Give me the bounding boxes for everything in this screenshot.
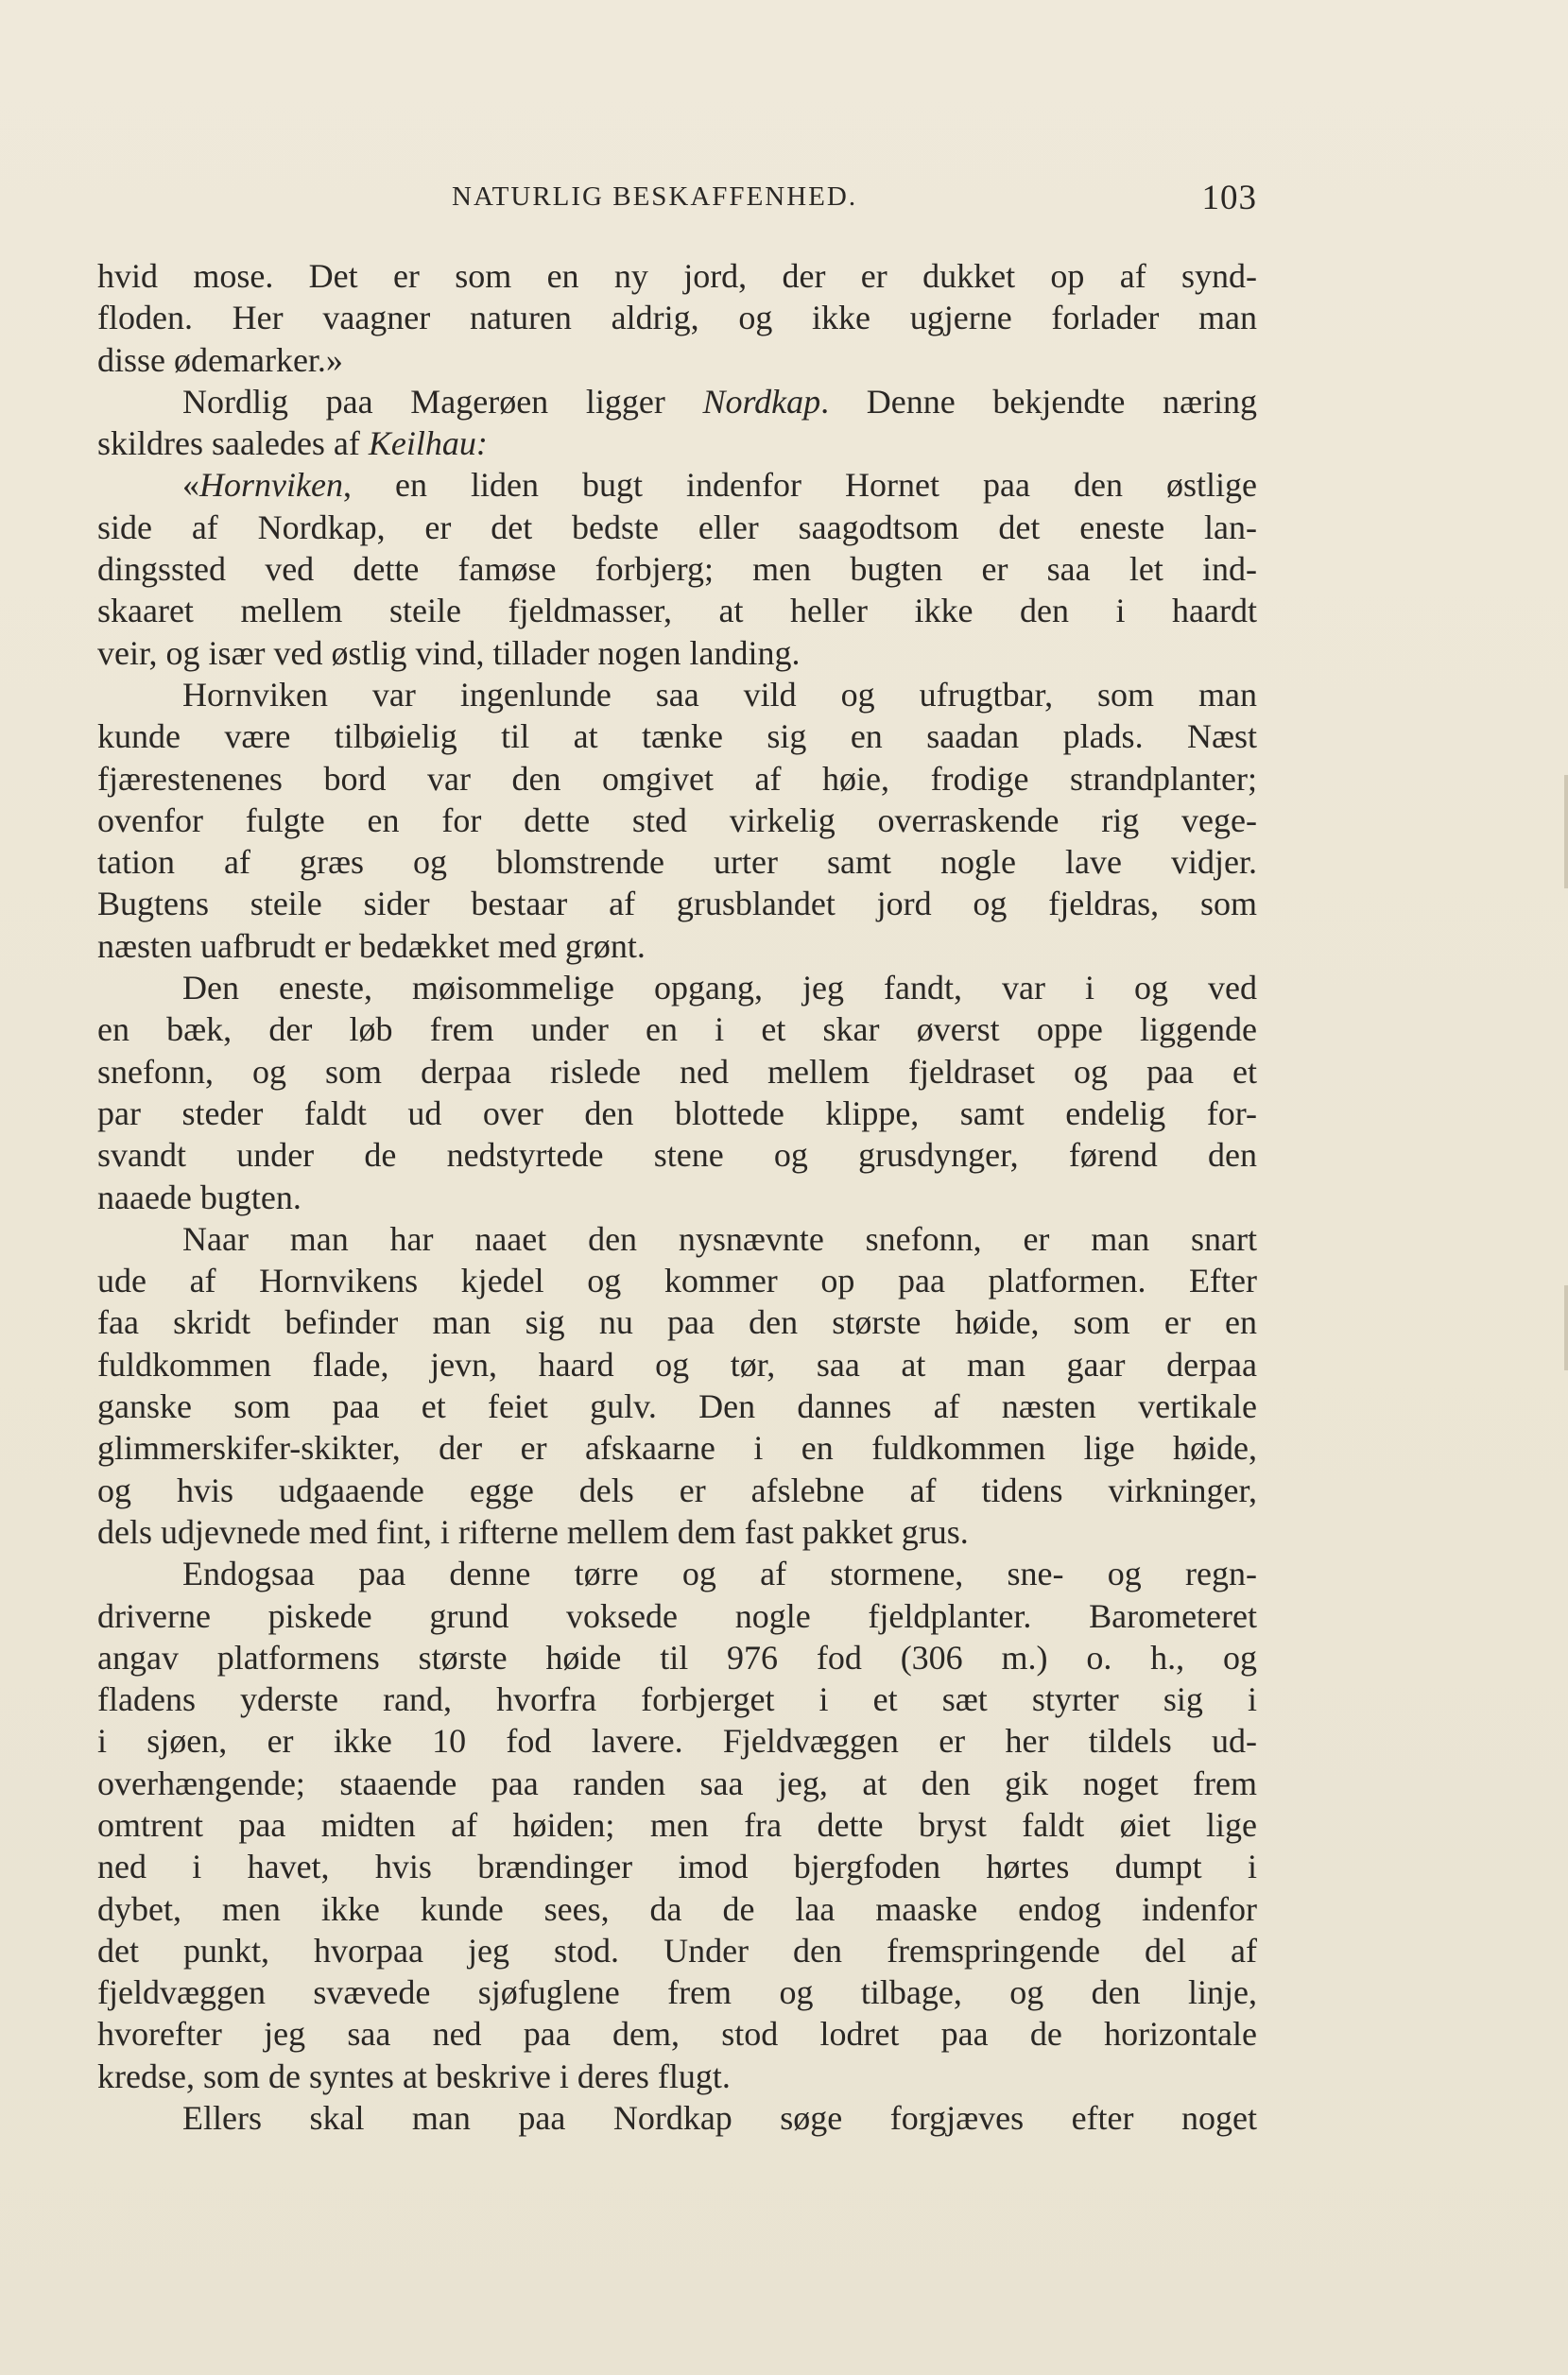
text-segment: Bugtens steile sider bestaar af grusblandet jord og fjeldras, som	[97, 885, 1257, 923]
text-line	[97, 1720, 1257, 1762]
text-line	[97, 1971, 1257, 2013]
page-edge-mark	[1564, 775, 1568, 888]
text-segment: snefonn, og som derpaa rislede ned mellem fjeldraset og paa et	[97, 1052, 1257, 1091]
text-line	[97, 841, 1257, 883]
text-line	[97, 548, 1257, 590]
text-line	[97, 1511, 1257, 1553]
text-line	[97, 925, 1257, 967]
text-segment: i sjøen, er ikke 10 fod lavere. Fjeldvæggen er her tildels ud-	[97, 1722, 1257, 1761]
text-line	[97, 2097, 1257, 2139]
text-segment: skaaret mellem steile fjeldmasser, at heller ikke den i haardt	[97, 592, 1257, 630]
text-segment: . Denne bekjendte næring	[820, 382, 1257, 421]
text-line	[97, 1470, 1257, 1511]
text-line	[97, 2056, 1257, 2097]
text-segment: ned i havet, hvis brændinger imod bjergfoden hørtes dumpt i	[97, 1848, 1257, 1886]
text-line	[97, 1637, 1257, 1678]
text-line	[97, 632, 1257, 674]
text-segment: det punkt, hvorpaa jeg stod. Under den fremspringende del af	[97, 1931, 1257, 1970]
text-segment: dingssted ved dette famøse forbjerg; men bugten er saa let ind-	[97, 550, 1257, 589]
text-segment: fuldkommen flade, jevn, haard og tør, saa at man gaar derpaa	[97, 1345, 1257, 1384]
text-line	[97, 1344, 1257, 1385]
text-segment: ude af Hornvikens kjedel og kommer op paa platformen. Efter	[97, 1262, 1257, 1300]
text-segment: hvorefter jeg saa ned paa dem, stod lodret paa de horizontale	[97, 2015, 1257, 2054]
text-line	[97, 255, 1257, 297]
body-text	[97, 255, 1257, 2139]
text-segment: veir, og især ved østlig vind, tillader nogen landing.	[97, 633, 801, 672]
text-line	[97, 1301, 1257, 1343]
text-segment: kredse, som de syntes at beskrive i deres flugt.	[97, 2057, 731, 2095]
text-line	[97, 674, 1257, 715]
text-segment: Hornviken var ingenlunde saa vild og ufrugtbar, som man	[182, 675, 1257, 714]
text-line	[97, 1553, 1257, 1594]
text-line	[97, 1595, 1257, 1637]
text-line	[97, 1427, 1257, 1469]
text-segment: næsten uafbrudt er bedækket med grønt.	[97, 926, 646, 965]
text-line	[97, 758, 1257, 800]
italic-text: Keilhau:	[368, 424, 488, 463]
text-segment: faa skridt befinder man sig nu paa den største høide, som er en	[97, 1303, 1257, 1342]
text-segment: skildres saaledes af	[97, 424, 369, 463]
text-line	[97, 1804, 1257, 1846]
text-segment: fjærestenenes bord var den omgivet af høie, frodige strandplanter;	[97, 759, 1257, 798]
page-edge-mark	[1564, 1285, 1568, 1370]
text-segment: naaede bugten.	[97, 1178, 302, 1216]
text-segment: «	[182, 466, 199, 505]
text-line	[97, 381, 1257, 422]
text-line	[97, 1888, 1257, 1930]
text-line	[97, 422, 1257, 464]
text-line	[97, 339, 1257, 381]
text-segment: fjeldvæggen svævede sjøfuglene frem og tilbage, og den linje,	[97, 1973, 1257, 2012]
text-segment: Nordlig paa Magerøen ligger	[182, 382, 703, 421]
text-segment: hvid mose. Det er som en ny jord, der er dukket op af synd-	[97, 257, 1257, 295]
text-line	[97, 1008, 1257, 1050]
text-line	[97, 883, 1257, 924]
text-line	[97, 1930, 1257, 1971]
text-segment: floden. Her vaagner naturen aldrig, og ikke ugjerne forlader man	[97, 299, 1257, 337]
text-line	[97, 1051, 1257, 1093]
text-segment: glimmerskifer-skikter, der er afskaarne i en fuldkommen lige høide,	[97, 1429, 1257, 1468]
text-segment: en bæk, der løb frem under en i et skar øverst oppe liggende	[97, 1010, 1257, 1049]
text-line	[97, 800, 1257, 841]
text-segment: dybet, men ikke kunde sees, da de laa maaske endog indenfor	[97, 1889, 1257, 1928]
text-segment: par steder faldt ud over den blottede klippe, samt endelig for-	[97, 1093, 1257, 1132]
text-line	[97, 1177, 1257, 1218]
text-segment: Endogsaa paa denne tørre og af stormene, sne- og regn-	[182, 1555, 1257, 1593]
text-segment: Naar man har naaet den nysnævnte snefonn, er man snart	[182, 1219, 1257, 1258]
text-segment: ganske som paa et feiet gulv. Den dannes af næsten vertikale	[97, 1387, 1257, 1426]
text-segment: Den eneste, møisommelige opgang, jeg fandt, var i og ved	[182, 969, 1257, 1007]
text-segment: disse ødemarker.»	[97, 340, 343, 379]
text-segment: angav platformens største høide til 976 fod (306 m.) o. h., og	[97, 1638, 1257, 1677]
text-line	[97, 590, 1257, 631]
text-line	[97, 1218, 1257, 1260]
text-line	[97, 1763, 1257, 1804]
text-segment: ovenfor fulgte en for dette sted virkelig overraskende rig vege-	[97, 800, 1257, 839]
text-segment: driverne piskede grund voksede nogle fjeldplanter. Barometeret	[97, 1596, 1257, 1635]
italic-text: Hornviken	[199, 466, 343, 505]
text-line	[97, 1678, 1257, 1720]
text-segment: overhængende; staaende paa randen saa jeg, at den gik noget frem	[97, 1764, 1257, 1802]
text-line	[97, 715, 1257, 757]
text-line	[97, 1385, 1257, 1427]
text-segment: , en liden bugt indenfor Hornet paa den østlige	[342, 466, 1257, 505]
page-number: 103	[1201, 179, 1257, 217]
text-segment: side af Nordkap, er det bedste eller saagodtsom det eneste lan-	[97, 508, 1257, 546]
text-segment: svandt under de nedstyrtede stene og grusdynger, førend den	[97, 1136, 1257, 1175]
text-segment: omtrent paa midten af høiden; men fra dette bryst faldt øiet lige	[97, 1805, 1257, 1844]
text-line	[97, 507, 1257, 548]
text-segment: tation af græs og blomstrende urter samt nogle lave vidjer.	[97, 843, 1257, 882]
text-segment: Ellers skal man paa Nordkap søge forgjæves efter noget	[182, 2099, 1257, 2138]
text-line	[97, 297, 1257, 338]
running-head-title: NATURLIG BESKAFFENHED.	[452, 181, 858, 212]
text-line	[97, 2013, 1257, 2055]
text-segment: dels udjevnede med fint, i rifterne mellem dem fast pakket grus.	[97, 1512, 969, 1551]
text-line	[97, 1846, 1257, 1887]
text-line	[97, 1260, 1257, 1301]
text-segment: fladens yderste rand, hvorfra forbjerget i et sæt styrter sig i	[97, 1680, 1257, 1719]
text-segment: kunde være tilbøielig til at tænke sig en saadan plads. Næst	[97, 717, 1257, 756]
text-line	[97, 464, 1257, 506]
text-line	[97, 1093, 1257, 1134]
italic-text: Nordkap	[702, 382, 821, 421]
text-segment: og hvis udgaaende egge dels er afslebne af tidens virkninger,	[97, 1471, 1257, 1509]
text-line	[97, 967, 1257, 1008]
text-line	[97, 1134, 1257, 1176]
running-head	[452, 181, 1257, 225]
